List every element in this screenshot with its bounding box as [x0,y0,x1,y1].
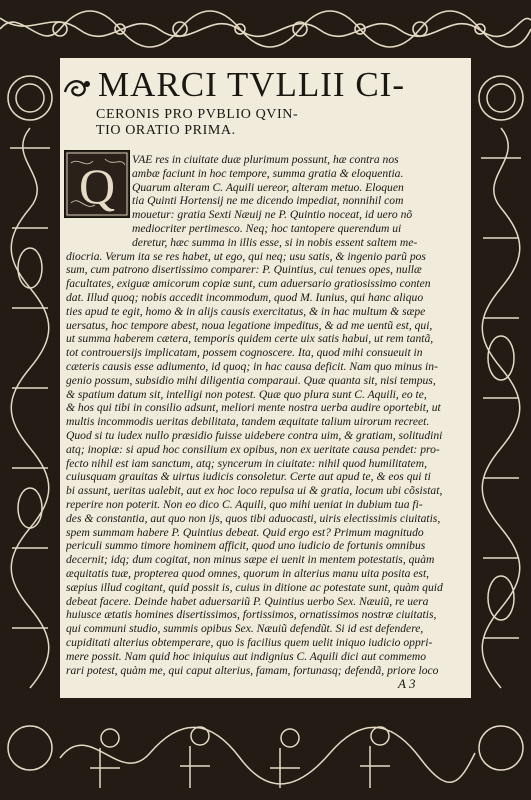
text-line: VAE res in ciuitate duæ plurimum possunt, hæ contra nos [132,153,399,166]
text-line: genio possum, subsidio mihi diligentia comparaui. Quæ quanta sit, nisi tempus, [66,373,436,387]
text-line: rari potest, quàm me, qui caput alterius, famam, fortunasq; defendã, priore loco [66,663,439,677]
text-line: des & constantia, aut quo non ijs, quos tibi aduocasti, uiris electissimis ciuitatis, [66,511,441,525]
text-line: æquitatis tuæ, propterea quod omnes, quorum in alterius manu uita posita est, [66,567,430,580]
text-line: facultates, exiguæ amicorum copiæ sunt, cum aduersario gratiosissimo conten [66,277,431,291]
text-line: atq; inopiæ: si apud hoc consilium ex opibus, non ex ueritate causa pendet: pro- [66,442,440,456]
text-line: mediocriter pertimesco. Neq; hoc tantopere querendum ui [132,222,402,235]
fleuron-icon [62,76,92,100]
text-line: cæteris causis esse adiumento, id quoq; in hac causa deficit. Nam quo minus in- [66,360,438,373]
title-text: MARCI TVLLII CI- [98,65,405,104]
text-line: fecto nihil est iam sanctum, atq; syncerum in ciuitate: nihil quod humilitatem, [66,456,427,470]
subtitle-line-1: CERONIS PRO PVBLIO QVIN- [96,107,299,122]
text-line: tot controuersijs implicatam, possem cognoscere. Ita, quod mihi consueuit in [66,346,423,360]
initial-letter: Q [78,158,116,214]
text-line: ut summa haberem cætera, temporis quidem certe uix satis habui, ut rem tantã, [66,332,434,346]
woodcut-border-bottom [0,698,531,800]
woodcut-border-top [0,0,531,58]
subtitle-line-2: TIO ORATIO PRIMA. [96,123,236,138]
woodcut-border-right [471,58,531,698]
text-line: mere possit. Nam quid hoc iniquius aut indignius C. Aquili dici aut commemo [66,649,427,663]
text-line: decernit; idq; dum cogitat, non minus sæpe ei uenit in mentem potestatis, quàm [66,553,435,567]
signature-mark: A 3 [398,676,416,691]
text-line: bi assunt, ueritas ualebit, aut ex hoc loco repulsa ui & gratia, locum ubi cõsistat, [66,484,443,498]
text-line: diocria. Verum ita se res habet, ut ego, qui neq; usu satis, & ingenio parũ pos [66,249,426,263]
text-line: tia Quinti Hortensij ne me dicendo impediat, nonnihil com [132,194,404,208]
woodcut-border-left [0,58,60,698]
text-line: & spatium datum sit, intelligi non potest. Quæ quo plura sunt C. Aquili, eo te, [66,387,427,401]
text-line: & hos qui tibi in consilio adsunt, meliori mente nostra uerba audire oportebit, ut [66,401,441,415]
title [62,66,462,104]
text-line: spem summam habere P. Quintius debeat. Quid ergo est? Primum magnitudo [66,525,424,539]
text-line: multis incommodis ueritas debilitata, tandem æquitate talium uirorum recreet. [66,415,430,429]
text-line: sæpius illud cogitant, quid possit is, cuius in ditione ac potestate sunt, quàm quid [66,580,443,594]
text-line: sum, cum patrono disertissimo comparer: P. Quintius, cui tenues opes, nullæ [66,263,422,277]
text-line: mouetur: gratia Sexti Næuij ne P. Quintio noceat, id uero nõ [132,208,413,222]
historiated-initial [64,150,130,218]
text-line: Quod si tu iudex nullo præsidio fuisse uidebere contra uim, & gratiam, solitudini [66,429,443,442]
text-line: reperire non poterit. Non eo dico C. Aquili, quo mihi ueniat in dubium tua fi- [66,498,423,511]
text-line: debeat facere. Deinde habet aduersariũ P. Quintius uerbo Sex. Næuiũ, re uera [66,594,429,608]
text-line: uersatus, hoc tempore abest, noua legatione impeditus, & ad me uentũ est, qui, [66,318,433,332]
text-line: cuiusquam grauitas & uirtus iudicis consoletur. Certe aut apud te, & eos qui ti [66,470,431,484]
text-line: cupiditati alterius obtemperare, quo is facilius quem uelit iniquo iudicio oppri- [66,636,433,649]
text-line: deretur, hæc summa in illis esse, si in nobis essent saltem me- [132,235,418,249]
text-line: ambæ faciunt in hoc tempore, summa gratia & eloquentia. [132,166,404,180]
text-line: dat. Illud quoq; nobis accedit incommodum, quod M. Iunius, qui hanc aliquo [66,291,424,304]
text-line: periculi summo timore hominem afficit, quod uno iudicio de fortunis omnibus [66,539,426,553]
text-line: qui communi studio, summis opibus Sex. Næuiũ defendũt. Si id est defendere, [66,622,424,636]
text-line: huiusce ætatis homines disertissimos, fortissimos, ornatissimos nostræ ciuitatis, [66,608,437,622]
text-line: ties apud te egit, homo & in alijs causis exercitatus, & in hac multum & sæpe [66,304,426,318]
text-line: Quarum alteram C. Aquili uereor, alteram metuo. Eloquen [132,180,404,194]
